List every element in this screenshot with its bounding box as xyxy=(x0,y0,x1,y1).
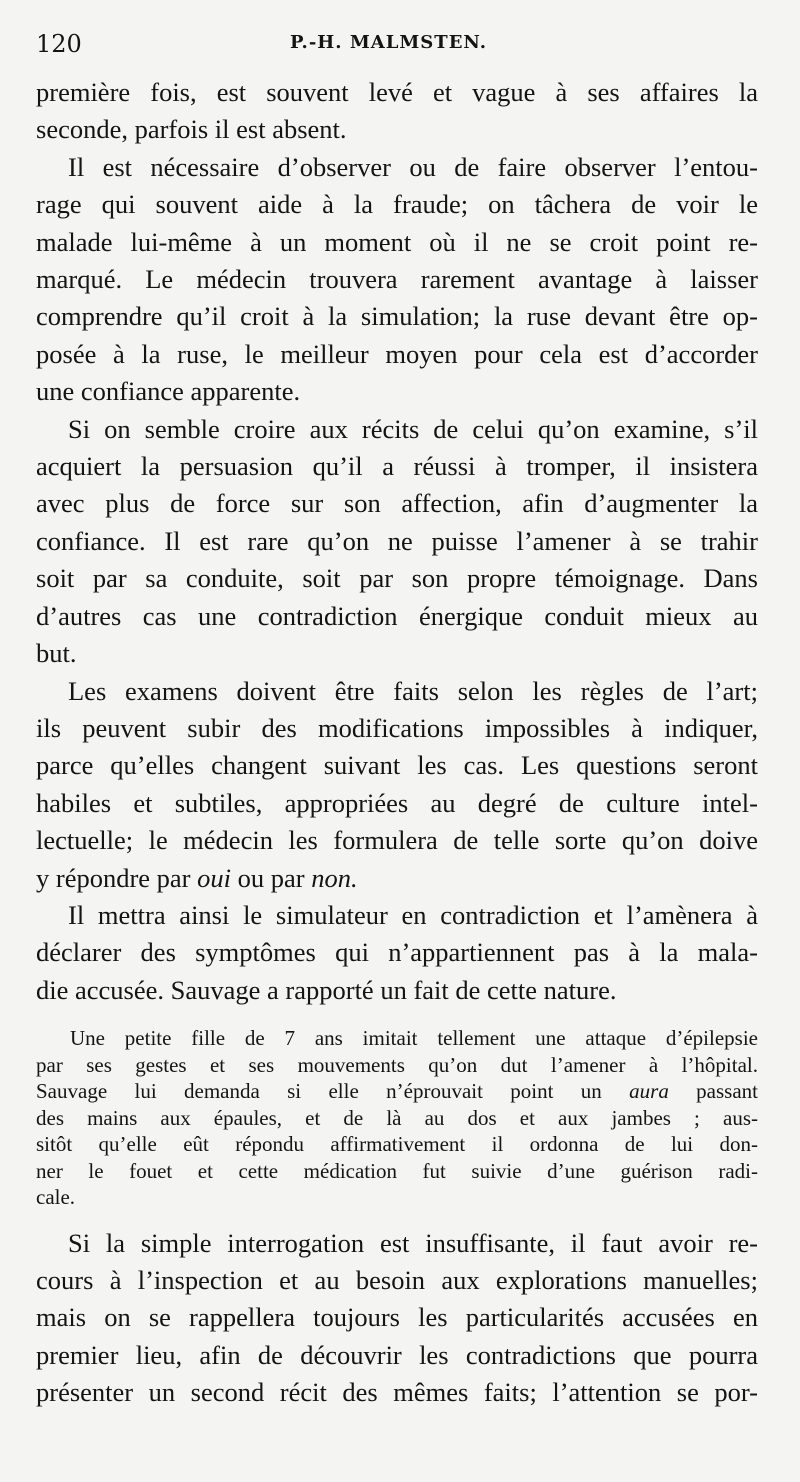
page-number: 120 xyxy=(36,30,82,58)
text-line: déclarer des symptômes qui n’appartiennent pas à la mala- xyxy=(36,937,758,968)
text-line: soit par sa conduite, soit par son propre témoignage. Dans xyxy=(36,563,758,594)
text-line: comprendre qu’il croit à la simulation; la ruse devant être op- xyxy=(36,301,758,332)
note-line: sitôt qu’elle eût répondu affirmativement il ordonna de lui don- xyxy=(36,1132,758,1157)
text-line: marqué. Le médecin trouvera rarement avantage à laisser xyxy=(36,264,758,295)
text-line: Si on semble croire aux récits de celui qu’on examine, s’il xyxy=(68,413,758,444)
text-line: confiance. Il est rare qu’on ne puisse l’amener à se trahir xyxy=(36,525,758,556)
text-line: avec plus de force sur son affection, afin d’augmenter la xyxy=(36,488,758,519)
text-line: première fois, est souvent levé et vague à ses affaires la xyxy=(36,77,758,107)
note-line: ner le fouet et cette médication fut suivie d’une guérison radi- xyxy=(36,1158,758,1183)
text-line: Il mettra ainsi le simulateur en contradiction et l’amènera à xyxy=(68,899,758,930)
text-line: acquiert la persuasion qu’il a réussi à tromper, il insistera xyxy=(36,451,758,482)
note-line: cale. xyxy=(36,1185,76,1210)
text-fragment: ou par xyxy=(237,862,305,893)
page-header xyxy=(36,30,736,66)
text-line: seconde, parfois il est absent. xyxy=(36,114,347,145)
note-line: par ses gestes et ses mouvements qu’on dut l’amener à l’hôpital. xyxy=(36,1052,758,1077)
text-line: malade lui-même à un moment où il ne se croit point re- xyxy=(36,226,758,257)
text-line: mais on se rappellera toujours les particularités accusées en xyxy=(36,1302,758,1333)
text-line xyxy=(36,860,758,897)
text-line: d’autres cas une contradiction énergique conduit mieux au xyxy=(36,600,758,631)
text-line: premier lieu, afin de découvrir les contradictions que pourra xyxy=(36,1339,758,1370)
text-line: une confiance apparente. xyxy=(36,376,301,407)
text-fragment: Sauvage lui demanda si elle n’éprouvait point un xyxy=(36,1079,602,1104)
text-fragment: passant xyxy=(696,1079,758,1104)
text-line: habiles et subtiles, appropriées au degré de culture intel- xyxy=(36,787,758,818)
text-line: posée à la ruse, le meilleur moyen pour cela est d’accorder xyxy=(36,338,758,369)
text-line: but. xyxy=(36,638,77,669)
text-line: Les examens doivent être faits selon les règles de l’art; xyxy=(68,675,758,706)
text-line: cours à l’inspection et au besoin aux explorations manuelles; xyxy=(36,1265,758,1296)
text-line: Il est nécessaire d’observer ou de faire observer l’entou- xyxy=(68,151,758,182)
text-line: Si la simple interrogation est insuffisante, il faut avoir re- xyxy=(68,1227,758,1258)
body-text xyxy=(36,74,758,1412)
note-line xyxy=(36,1078,758,1105)
text-line: présenter un second récit des mêmes faits; l’attention se por- xyxy=(36,1377,758,1408)
note-line: des mains aux épaules, et de là au dos et aux jambes ; aus- xyxy=(36,1105,758,1130)
running-title: P.-H. MALMSTEN. xyxy=(290,32,487,53)
text-line: rage qui souvent aide à la fraude; on tâchera de voir le xyxy=(36,189,758,220)
note-line: Une petite fille de 7 ans imitait tellement une attaque d’épilepsie xyxy=(70,1026,758,1051)
text-fragment: y répondre par xyxy=(36,862,191,893)
text-line: parce qu’elles changent suivant les cas. Les questions seront xyxy=(36,750,758,781)
italic-word: non. xyxy=(311,862,358,893)
text-line: lectuelle; le médecin les formulera de telle sorte qu’on doive xyxy=(36,825,758,856)
text-line: ils peuvent subir des modifications impossibles à indiquer, xyxy=(36,712,758,743)
italic-word: aura xyxy=(629,1079,669,1104)
italic-word: oui xyxy=(197,862,232,893)
case-note xyxy=(36,1025,758,1211)
text-line: die accusée. Sauvage a rapporté un fait de cette nature. xyxy=(36,974,617,1005)
